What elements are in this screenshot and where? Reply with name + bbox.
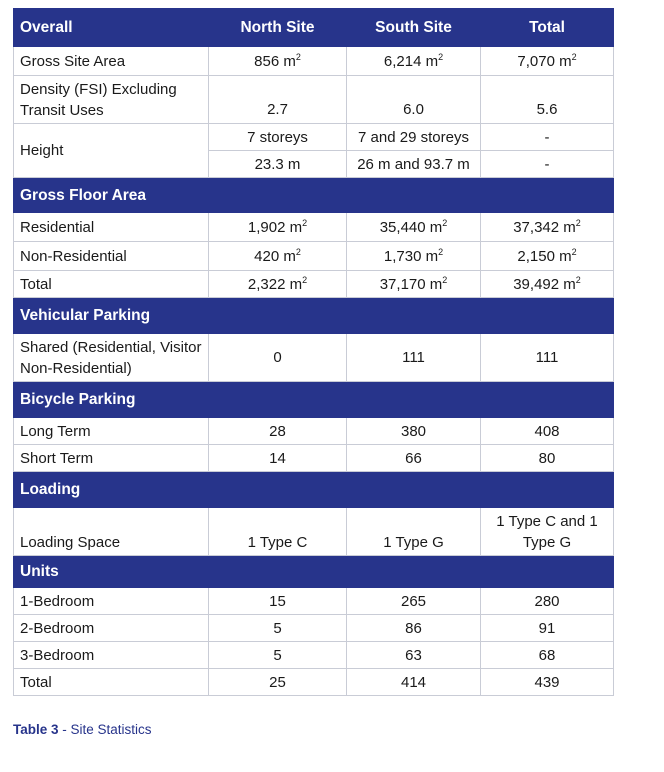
units-total-north: 25: [209, 669, 347, 696]
caption-title: - Site Statistics: [58, 722, 152, 737]
units-2-bedroom-north: 5: [209, 615, 347, 642]
site-statistics-table: [13, 8, 614, 696]
table-row: [14, 124, 614, 151]
table-row: [14, 242, 614, 271]
section-header-loading: [14, 472, 614, 508]
table-row: [14, 76, 614, 124]
units-1-bedroom-total: 280: [481, 588, 614, 615]
loading-title: Loading: [14, 472, 614, 508]
table-row: [14, 213, 614, 242]
bicycle-short-term-total: 80: [481, 445, 614, 472]
density-label: Density (FSI) Excluding Transit Uses: [14, 76, 209, 124]
gfa-total-total: 39,492 $m^2$: [481, 271, 614, 298]
header-south-site: South Site: [347, 9, 481, 47]
header-north-site: North Site: [209, 9, 347, 47]
header-row: [14, 9, 614, 47]
gross-site-area-label: Gross Site Area: [14, 47, 209, 76]
header-total: Total: [481, 9, 614, 47]
bicycle-long-term-label: Long Term: [14, 418, 209, 445]
bicycle-short-term-label: Short Term: [14, 445, 209, 472]
units-3-bedroom-south: 63: [347, 642, 481, 669]
gross-site-area-total: 7,070 $m^2$: [481, 47, 614, 76]
gfa-total-north: 2,322 $m^2$: [209, 271, 347, 298]
table-row: [14, 588, 614, 615]
table-row: [14, 47, 614, 76]
height-storeys-total: -: [481, 124, 614, 151]
loading-space-south: 1 Type G: [347, 508, 481, 556]
density-south: 6.0: [347, 76, 481, 124]
bicycle-long-term-north: 28: [209, 418, 347, 445]
height-storeys-south: 7 and 29 storeys: [347, 124, 481, 151]
units-total-label: Total: [14, 669, 209, 696]
height-metres-total: -: [481, 151, 614, 178]
table-caption: [13, 722, 152, 737]
vehicular-shared-total: 111: [481, 334, 614, 382]
density-north: 2.7: [209, 76, 347, 124]
table-row: [14, 271, 614, 298]
section-header-bicycle-parking: [14, 382, 614, 418]
bicycle-short-term-north: 14: [209, 445, 347, 472]
gfa-residential-label: Residential: [14, 213, 209, 242]
vehicular-shared-north: 0: [209, 334, 347, 382]
vehicular-shared-label: Shared (Residential, Visitor Non-Residential): [14, 334, 209, 382]
table-row: [14, 334, 614, 382]
gross-floor-area-title: Gross Floor Area: [14, 178, 614, 213]
height-storeys-north: 7 storeys: [209, 124, 347, 151]
gfa-non-residential-south: 1,730 $m^2$: [347, 242, 481, 271]
height-label: Height: [14, 124, 209, 178]
vehicular-shared-south: 111: [347, 334, 481, 382]
units-2-bedroom-label: 2-Bedroom: [14, 615, 209, 642]
units-total-total: 439: [481, 669, 614, 696]
height-metres-north: 23.3 m: [209, 151, 347, 178]
gfa-total-south: 37,170 $m^2$: [347, 271, 481, 298]
section-header-vehicular-parking: [14, 298, 614, 334]
section-header-gross-floor-area: [14, 178, 614, 213]
header-overall: Overall: [14, 9, 209, 47]
section-header-units: [14, 556, 614, 588]
units-2-bedroom-total: 91: [481, 615, 614, 642]
table-row: [14, 669, 614, 696]
units-3-bedroom-north: 5: [209, 642, 347, 669]
bicycle-short-term-south: 66: [347, 445, 481, 472]
vehicular-parking-title: Vehicular Parking: [14, 298, 614, 334]
table-row: [14, 445, 614, 472]
bicycle-long-term-total: 408: [481, 418, 614, 445]
gfa-non-residential-label: Non-Residential: [14, 242, 209, 271]
gfa-residential-north: 1,902 $m^2$: [209, 213, 347, 242]
units-3-bedroom-total: 68: [481, 642, 614, 669]
loading-space-label: Loading Space: [14, 508, 209, 556]
gfa-residential-south: 35,440 $m^2$: [347, 213, 481, 242]
units-title: Units: [14, 556, 614, 588]
gross-site-area-south: 6,214 $m^2$: [347, 47, 481, 76]
gross-site-area-north: 856 $m^2$: [209, 47, 347, 76]
gfa-non-residential-total: 2,150 $m^2$: [481, 242, 614, 271]
units-total-south: 414: [347, 669, 481, 696]
table-row: [14, 642, 614, 669]
density-total: 5.6: [481, 76, 614, 124]
units-1-bedroom-north: 15: [209, 588, 347, 615]
units-3-bedroom-label: 3-Bedroom: [14, 642, 209, 669]
units-1-bedroom-south: 265: [347, 588, 481, 615]
units-2-bedroom-south: 86: [347, 615, 481, 642]
gfa-residential-total: 37,342 $m^2$: [481, 213, 614, 242]
caption-table-number: Table 3: [13, 722, 59, 737]
table-row: [14, 418, 614, 445]
gfa-total-label: Total: [14, 271, 209, 298]
units-1-bedroom-label: 1-Bedroom: [14, 588, 209, 615]
bicycle-long-term-south: 380: [347, 418, 481, 445]
table-row: [14, 508, 614, 556]
height-metres-south: 26 m and 93.7 m: [347, 151, 481, 178]
loading-space-total: 1 Type C and 1 Type G: [481, 508, 614, 556]
loading-space-north: 1 Type C: [209, 508, 347, 556]
gfa-non-residential-north: 420 $m^2$: [209, 242, 347, 271]
bicycle-parking-title: Bicycle Parking: [14, 382, 614, 418]
table-row: [14, 615, 614, 642]
